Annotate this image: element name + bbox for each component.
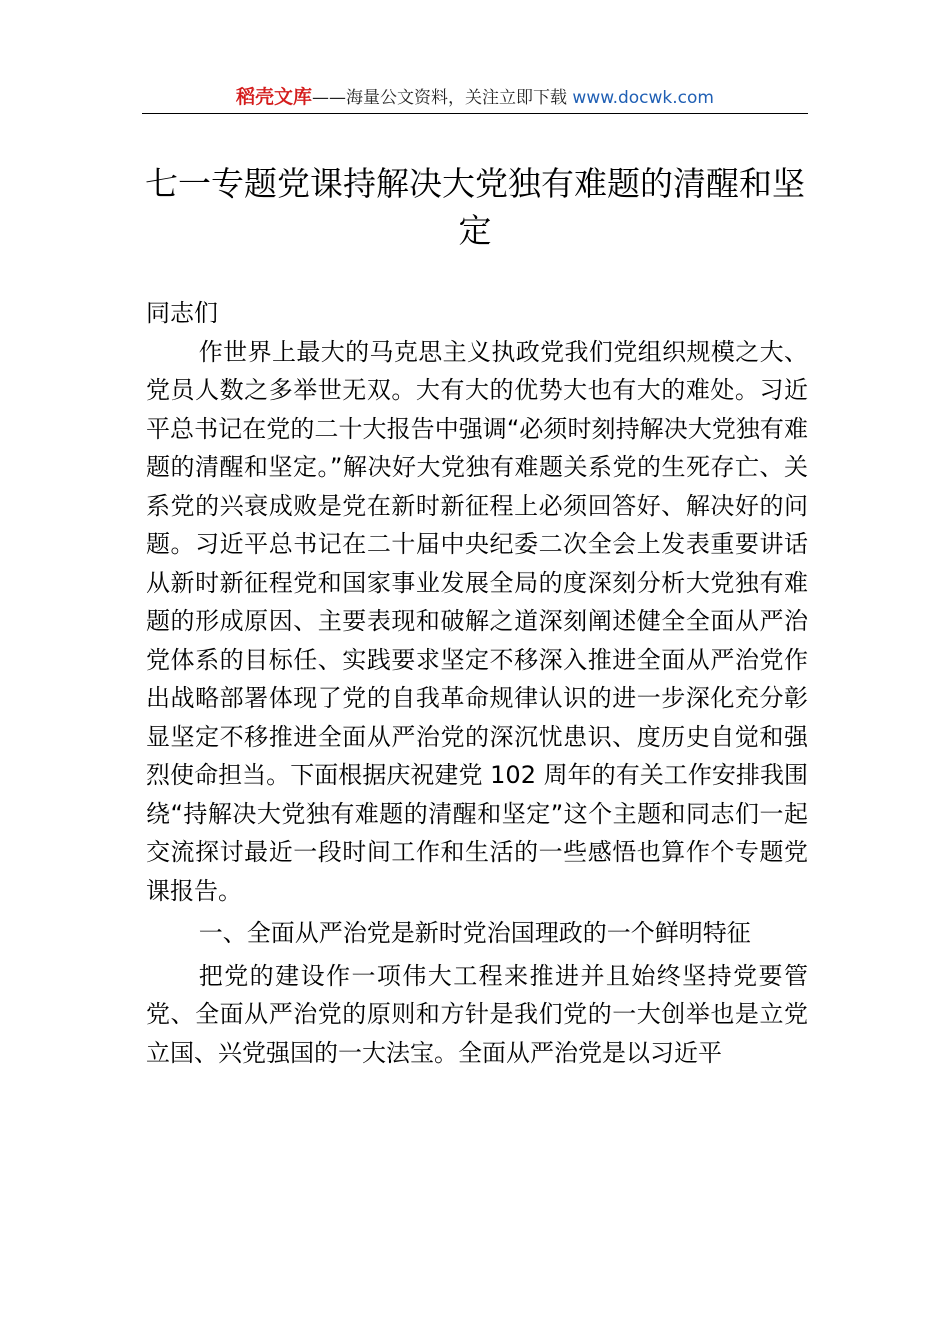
body-paragraph: 作世界上最大的马克思主义执政党我们党组织规模之大、党员人数之多举世无双。大有大的优势大也有大的难处。习近平总书记在党的二十大报告中强调“必须时刻持解决大党独有难题的清醒和坚定。”解决好大党独有难题关系党的生死存亡、关系党的兴衰成败是党在新时新征程上必须回答好、解决好的问题。习近平总书记在二十届中央纪委二次全会上发表重要讲话从新时新征程党和国家事业发展全局的度深刻分析大党独有难题的形成原因、主要表现和破解之道深刻阐述健全全面从严治党体系的目标任、实践要求坚定不移深入推进全面从严治党作出战略部署体现了党的自我革命规律认识的进一步深化充分彰显坚定不移推进全面从严治党的深沉忧患识、度历史自觉和强烈使命担当。下面根据庆祝建党 102 周年的有关工作安排我围绕“持解决大党独有难题的清醒和坚定”这个主题和同志们一起交流探讨最近一段时间工作和生活的一些感悟也算作个专题党课报告。	[146, 337, 808, 905]
salutation: 同志们	[146, 299, 218, 327]
body-paragraph: 把党的建设作一项伟大工程来推进并且始终坚持党要管党、全面从严治党的原则和方针是我们党的一大创举也是立党立国、兴党强国的一大法宝。全面从严治党是以习近平	[146, 961, 808, 1067]
header-url-link[interactable]: www.docwk.com	[572, 88, 714, 108]
document-header	[142, 84, 808, 114]
document-body	[146, 294, 808, 1072]
header-tagline: ——海量公文资料，关注立即下载	[312, 88, 568, 108]
document-title: 七一专题党课持解决大党独有难题的清醒和坚定	[145, 164, 805, 250]
brand-logo: 稻壳文库	[236, 86, 313, 108]
header-divider	[142, 113, 808, 114]
section-heading: 一、全面从严治党是新时党治国理政的一个鲜明特征	[198, 919, 751, 947]
